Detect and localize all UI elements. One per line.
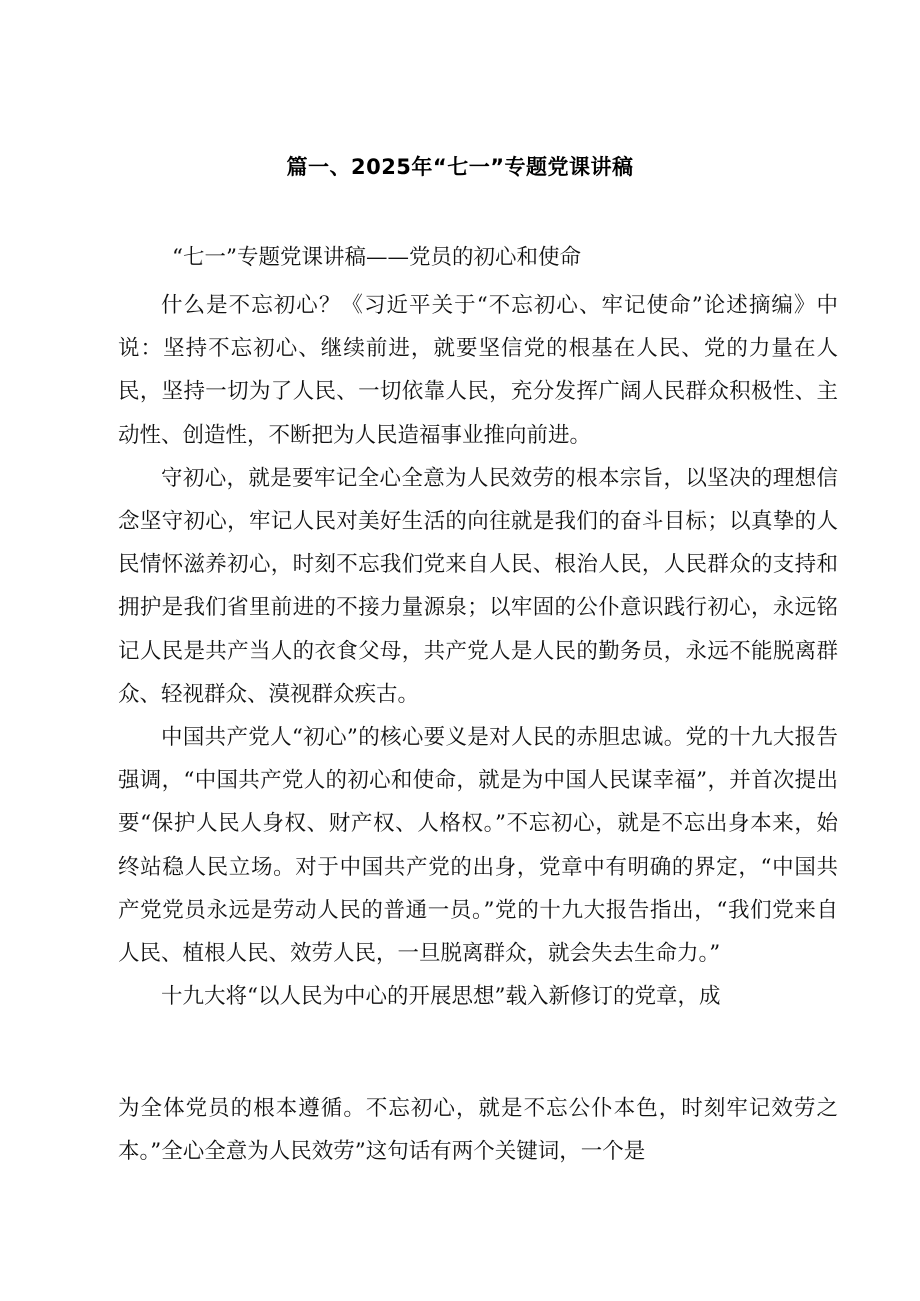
paragraph-continuation: 为全体党员的根本遵循。不忘初心，就是不忘公仆本色，时刻牢记效劳之本。”全心全意为人民效劳”这句话有两个关键词，一个是 [118,1096,838,1165]
paragraph: 十九大将“以人民为中心的开展思想”载入新修订的党章，成 [161,984,721,1010]
paragraph: 中国共产党人“初心”的核心要义是对人民的赤胆忠诚。党的十九大报告强调，“中国共产党人的初心和使命，就是为中国人民谋幸福”，并首次提出要“保护人民人身权、财产权、人格权。”不忘初心，就是不忘出身本来，始终站稳人民立场。对于中国共产党的出身，党章中有明确的界定，“中国共产党党员永远是劳动人民的普通一员。”党的十九大报告指出，“我们党来自人民、植根人民、效劳人民，一旦脱离群众，就会失去生命力。” [118,725,838,967]
document-body-continued [118,1087,838,1173]
paragraph: 什么是不忘初心？《习近平关于“不忘初心、牢记使命”论述摘编》中说：坚持不忘初心、继续前进，就要坚信党的根基在人民、党的力量在人民，坚持一切为了人民、一切依靠人民，充分发挥广阔人民群众积极性、主动性、创造性，不断把为人民造福事业推向前进。 [118,293,838,448]
document-title: 篇一、2025年“七一”专题党课讲稿 [286,155,634,179]
document-subtitle: “七一”专题党课讲稿——党员的初心和使命 [172,245,581,270]
document-body [118,284,838,1018]
paragraph: 守初心，就是要牢记全心全意为人民效劳的根本宗旨，以坚决的理想信念坚守初心，牢记人民对美好生活的向往就是我们的奋斗目标；以真挚的人民情怀滋养初心，时刻不忘我们党来自人民、根治人民，人民群众的支持和拥护是我们省里前进的不接力量源泉；以牢固的公仆意识践行初心，永远铭记人民是共产当人的衣食父母，共产党人是人民的勤务员，永远不能脱离群众、轻视群众、漠视群众疾古。 [118,465,838,707]
